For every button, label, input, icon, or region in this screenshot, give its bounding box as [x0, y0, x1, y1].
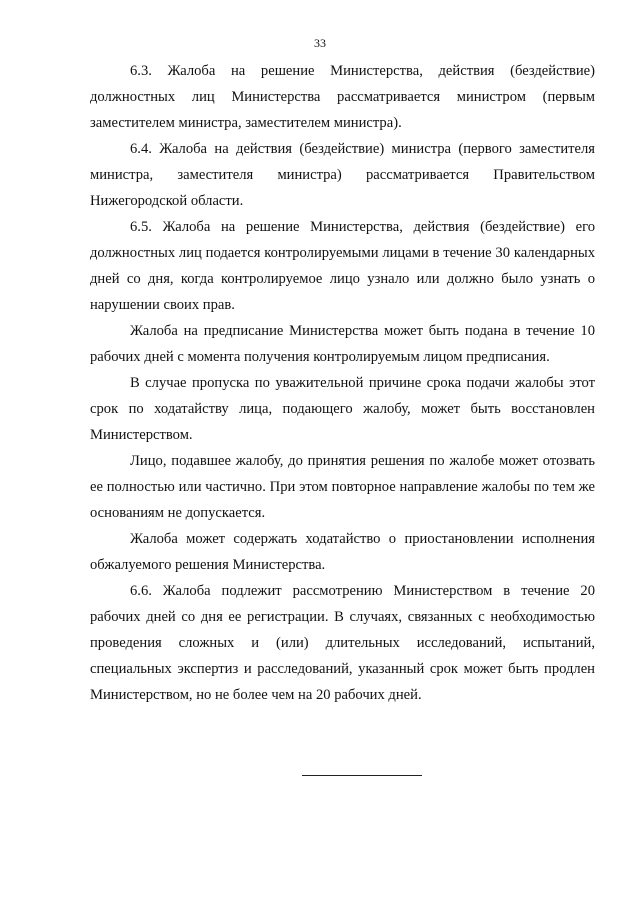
paragraph-suspension-request: Жалоба может содержать ходатайство о приостановлении исполнения обжалуемого решения Министерства.	[90, 531, 595, 573]
paragraph-6-5: 6.5. Жалоба на решение Министерства, действия (бездействие) его должностных лиц подается контролируемыми лицами в течение 30 календарных дней со дня, когда контролируемое лицо узнало или должно было узнать о нарушении своих прав.	[90, 219, 595, 313]
paragraph-complaint-withdrawal: Лицо, подавшее жалобу, до принятия решения по жалобе может отозвать ее полностью или частично. При этом повторное направление жалобы по тем же основаниям не допускается.	[90, 453, 595, 521]
end-divider-line	[302, 775, 422, 776]
paragraph-6-4: 6.4. Жалоба на действия (бездействие) министра (первого заместителя министра, заместителя министра) рассматривается Правительством Нижегородской области.	[90, 141, 595, 209]
paragraph-6-3: 6.3. Жалоба на решение Министерства, действия (бездействие) должностных лиц Министерства рассматривается министром (первым заместителем министра, заместителем министра).	[90, 63, 595, 131]
document-body	[90, 58, 595, 708]
page-number: 33	[314, 36, 326, 50]
paragraph-6-6: 6.6. Жалоба подлежит рассмотрению Министерством в течение 20 рабочих дней со дня ее регистрации. В случаях, связанных с необходимостью проведения сложных и (или) длительных исследований, испытаний, специальных экспертиз и расследований, указанный срок может быть продлен Министерством, но не более чем на 20 рабочих дней.	[90, 583, 595, 703]
paragraph-prescription-complaint: Жалоба на предписание Министерства может быть подана в течение 10 рабочих дней с момента получения контролируемым лицом предписания.	[90, 323, 595, 365]
paragraph-deadline-restoration: В случае пропуска по уважительной причине срока подачи жалобы этот срок по ходатайству лица, подающего жалобу, может быть восстановлен Министерством.	[90, 375, 595, 443]
